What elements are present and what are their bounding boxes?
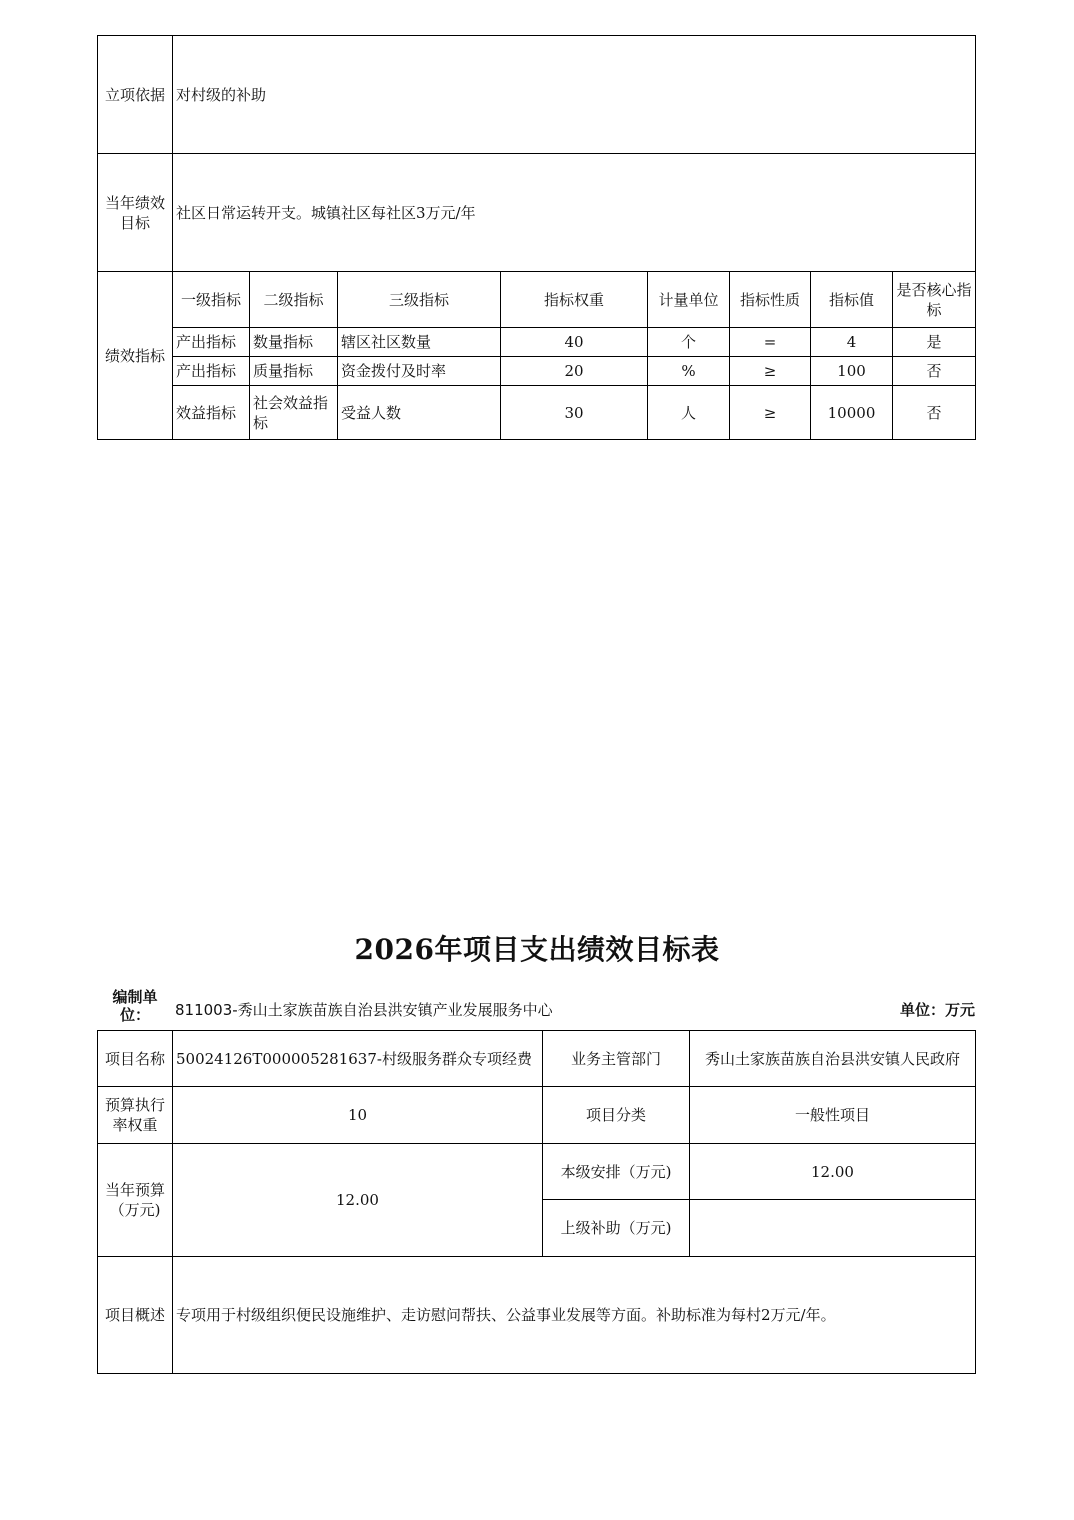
table-row — [98, 357, 976, 386]
basis-label: 立项依据 — [98, 36, 173, 154]
cell: 效益指标 — [173, 386, 250, 440]
table-row — [98, 386, 976, 440]
cell: 数量指标 — [250, 328, 338, 357]
unit-label: 编制单位： — [112, 988, 158, 1024]
name-value: 50024126T000005281637-村级服务群众专项经费 — [173, 1031, 543, 1087]
header-cell: 指标性质 — [730, 272, 811, 328]
perf-label: 绩效指标 — [98, 272, 173, 440]
cell: ≥ — [730, 357, 811, 386]
cell: % — [648, 357, 730, 386]
summary-value: 专项用于村级组织便民设施维护、走访慰问帮扶、公益事业发展等方面。补助标准为每村2万元/年。 — [173, 1257, 976, 1374]
unit-value: 811003-秀山土家族苗族自治县洪安镇产业发展服务中心 — [175, 1001, 553, 1019]
cell: 受益人数 — [338, 386, 501, 440]
cell: 资金拨付及时率 — [338, 357, 501, 386]
cell: 个 — [648, 328, 730, 357]
exec-label: 预算执行率权重 — [98, 1087, 173, 1144]
category-value: 一般性项目 — [690, 1087, 976, 1144]
cell: 社会效益指标 — [250, 386, 338, 440]
header-cell: 指标值 — [811, 272, 893, 328]
category-label: 项目分类 — [543, 1087, 690, 1144]
dept-label: 业务主管部门 — [543, 1031, 690, 1087]
upper-label: 上级补助（万元) — [543, 1200, 690, 1257]
cell: 质量指标 — [250, 357, 338, 386]
cell: 否 — [893, 386, 976, 440]
exec-value: 10 — [173, 1087, 543, 1144]
header-cell: 计量单位 — [648, 272, 730, 328]
cell: 4 — [811, 328, 893, 357]
header-cell: 二级指标 — [250, 272, 338, 328]
budget-value: 12.00 — [173, 1144, 543, 1257]
budget-label: 当年预算（万元) — [98, 1144, 173, 1257]
basis-value: 对村级的补助 — [173, 36, 976, 154]
cell: = — [730, 328, 811, 357]
header-cell: 指标权重 — [501, 272, 648, 328]
cell: 是 — [893, 328, 976, 357]
header-cell: 三级指标 — [338, 272, 501, 328]
local-label: 本级安排（万元) — [543, 1144, 690, 1200]
summary-label: 项目概述 — [98, 1257, 173, 1374]
project-info-table — [97, 1030, 976, 1374]
cell: 否 — [893, 357, 976, 386]
name-label: 项目名称 — [98, 1031, 173, 1087]
cell: 10000 — [811, 386, 893, 440]
cell: 人 — [648, 386, 730, 440]
currency-unit: 单位：万元 — [899, 1001, 975, 1019]
cell: 100 — [811, 357, 893, 386]
cell: 30 — [501, 386, 648, 440]
dept-value: 秀山土家族苗族自治县洪安镇人民政府 — [690, 1031, 976, 1087]
header-cell: 是否核心指标 — [893, 272, 976, 328]
cell: 20 — [501, 357, 648, 386]
table-row — [98, 328, 976, 357]
cell: 辖区社区数量 — [338, 328, 501, 357]
performance-indicator-table — [97, 35, 976, 440]
cell: 产出指标 — [173, 328, 250, 357]
cell: 产出指标 — [173, 357, 250, 386]
page-title: 2026年项目支出绩效目标表 — [354, 933, 720, 966]
goal-value: 社区日常运转开支。城镇社区每社区3万元/年 — [173, 154, 976, 272]
upper-value — [690, 1200, 976, 1257]
goal-label: 当年绩效目标 — [98, 154, 173, 272]
local-value: 12.00 — [690, 1144, 976, 1200]
header-cell: 一级指标 — [173, 272, 250, 328]
cell: ≥ — [730, 386, 811, 440]
cell: 40 — [501, 328, 648, 357]
